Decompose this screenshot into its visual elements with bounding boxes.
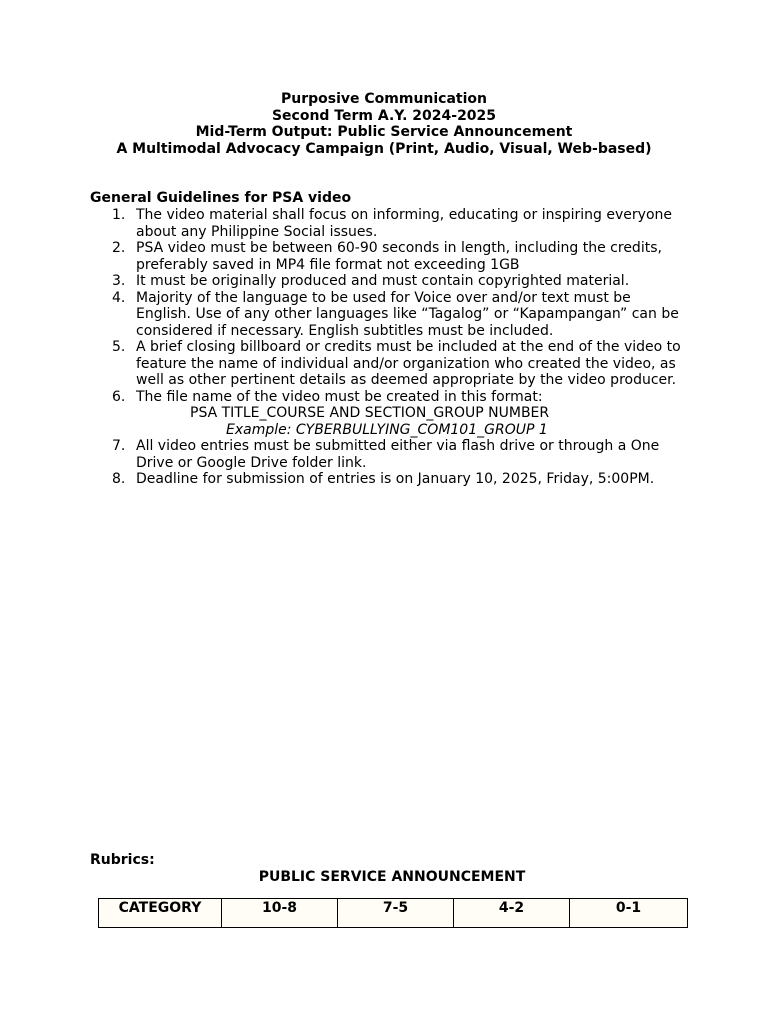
guideline-item (90, 290, 690, 340)
guideline-number: 8. (112, 471, 126, 487)
guideline-text: Deadline for submission of entries is on January 10, 2025, Friday, 5:00PM. (136, 471, 655, 487)
guideline-item (90, 207, 690, 240)
guideline-number: 6. (112, 388, 126, 405)
rubric-column-category: CATEGORY (99, 899, 222, 928)
guideline-text: All video entries must be submitted either via flash drive or through a One Drive or Google Drive folder link. (136, 438, 660, 471)
rubric-table (98, 898, 688, 928)
rubrics-label: Rubrics: (90, 852, 155, 868)
guideline-text: Majority of the language to be used for Voice over and/or text must be English. Use of any other languages like “Tagalog” or “Kapampangan” can be considered if necessary. English subtitles must be included. (136, 289, 679, 339)
rubric-column-score: 7-5 (338, 899, 454, 928)
rubric-column-score: 0-1 (570, 899, 688, 928)
guideline-text: A brief closing billboard or credits must be included at the end of the video to feature the name of individual and/or organization who created the video, as well as other pertinent details as deemed appropriate by the video producer. (136, 339, 681, 388)
guideline-item (90, 339, 690, 389)
rubric-title: PUBLIC SERVICE ANNOUNCEMENT (258, 869, 526, 885)
filename-example: Example: CYBERBULLYING_COM101_GROUP 1 (226, 421, 548, 438)
guidelines-heading: General Guidelines for PSA video (90, 190, 352, 206)
guideline-text: The video material shall focus on informing, educating or inspiring everyone about any Philippine Social issues. (136, 207, 672, 240)
filename-format: PSA TITLE_COURSE AND SECTION_GROUP NUMBER (190, 405, 550, 421)
rubric-column-score: 4-2 (454, 899, 570, 928)
guideline-item (90, 389, 690, 439)
guideline-text: It must be originally produced and must contain copyrighted material. (136, 273, 630, 289)
guideline-number: 4. (112, 289, 126, 306)
term-line: Second Term A.Y. 2024-2025 (271, 107, 497, 124)
guideline-number: 5. (112, 339, 126, 355)
rubric-header-row (99, 899, 688, 928)
guideline-item (90, 471, 690, 488)
guideline-item (90, 273, 690, 290)
guidelines-list (90, 207, 690, 488)
guideline-item (90, 438, 690, 471)
guideline-number: 2. (112, 240, 126, 256)
guideline-number: 3. (112, 273, 126, 289)
guideline-number: 7. (112, 438, 126, 454)
document-header (0, 91, 768, 157)
course-title: Purposive Communication (280, 91, 488, 107)
output-title: Mid-Term Output: Public Service Announcement (195, 124, 573, 140)
guideline-text: The file name of the video must be created in this format: (136, 388, 543, 405)
rubric-column-score: 10-8 (222, 899, 338, 928)
campaign-subtitle: A Multimodal Advocacy Campaign (Print, Audio, Visual, Web-based) (116, 140, 652, 157)
guideline-text: PSA video must be between 60-90 seconds in length, including the credits, preferably saved in MP4 file format not exceeding 1GB (136, 240, 662, 273)
guideline-number: 1. (112, 207, 126, 223)
guideline-item (90, 240, 690, 273)
